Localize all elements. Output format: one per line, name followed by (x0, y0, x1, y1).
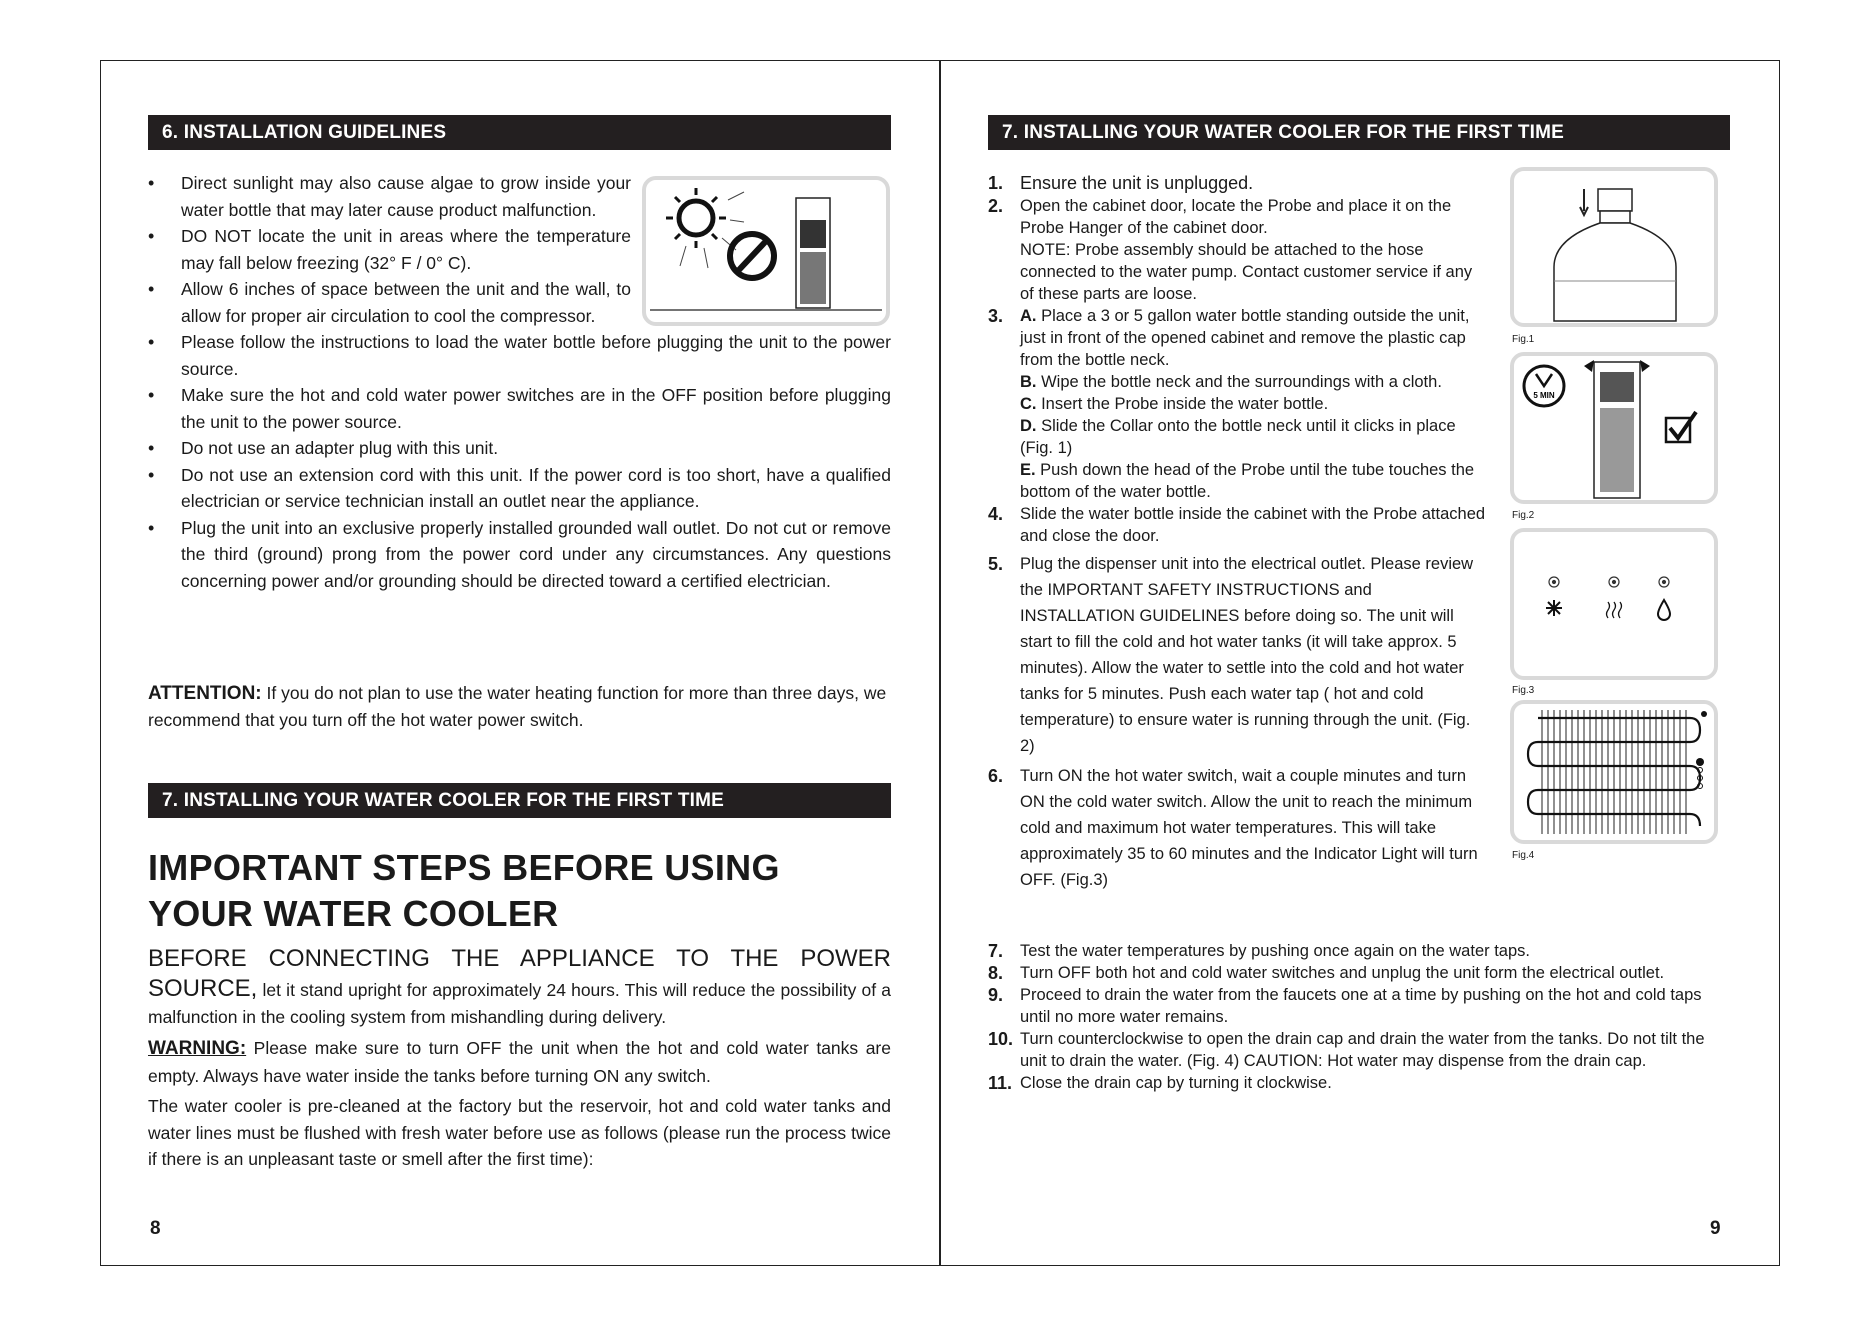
attention-text: If you do not plan to use the water heating function for more than three days, we recommend that you turn off the hot water power switch. (148, 683, 887, 730)
fig-3-label: Fig.3 (1512, 685, 1535, 696)
list-item: 3. A. Place a 3 or 5 gallon water bottle standing outside the unit, just in front of the opened cabinet and remove the plastic cap from the bottle neck. B. Wipe the bottle neck and the surroundings with a cloth. C. Insert the Probe inside the water bottle. D. Slide the Collar onto the bottle neck until it clicks in place (Fig. 1) E. Push down the head of the Probe until the tube touches the bottom of the water bottle. (988, 306, 1475, 501)
figure-1-bottle-probe (1510, 167, 1718, 327)
figure-4-coil (1510, 700, 1718, 844)
section-header-first-time: 7. INSTALLING YOUR WATER COOLER FOR THE FIRST TIME (148, 783, 891, 818)
list-item: • Please follow the instructions to load the water bottle before plugging the unit to the power source. (148, 329, 891, 382)
heat-icon (1607, 602, 1622, 618)
figure-2-dispenser (1510, 352, 1718, 504)
important-steps-title: IMPORTANT STEPS BEFORE USING YOUR WATER COOLER (148, 847, 780, 934)
installation-guidelines-list (148, 170, 891, 594)
installation-steps-list-continued (988, 940, 1730, 1094)
right-page (988, 60, 1730, 1266)
water-drop-icon (1658, 600, 1670, 620)
fig-2-label: Fig.2 (1512, 510, 1535, 521)
list-item: • Do not use an extension cord with this unit. If the power cord is too short, have a qualified electrician or service technician install an outlet near the appliance. (148, 462, 891, 515)
precleaned-paragraph: The water cooler is pre-cleaned at the factory but the reservoir, hot and cold water tanks and water lines must be flushed with fresh water before use as follows (please run the process twice if there is an unpleasant taste or smell after the first time): (148, 1096, 891, 1169)
list-item: • Plug the unit into an exclusive properly installed grounded wall outlet. Do not cut or remove the third (ground) prong from the power cord under any circumstances. Any questions concerning power and/or grounding should be directed toward a certified electrician. (148, 515, 891, 595)
list-item: • Allow 6 inches of space between the unit and the wall, to allow for proper air circulation to cool the compressor. (148, 276, 631, 329)
before-connecting-paragraph (148, 944, 891, 1031)
section-header-first-time-right: 7. INSTALLING YOUR WATER COOLER FOR THE FIRST TIME (988, 115, 1730, 150)
before-connecting-text: let it stand upright for approximately 24 hours. This will reduce the possibility of a malfunction in the cooling system from mishandling during delivery. (148, 980, 891, 1027)
attention-note (148, 680, 891, 734)
warning-label: WARNING: (148, 1038, 247, 1059)
fig-4-label: Fig.4 (1512, 850, 1535, 861)
dispenser-tap-icon (1514, 356, 1714, 500)
left-page (148, 60, 891, 1266)
section-header-installation-guidelines: 6. INSTALLATION GUIDELINES (148, 115, 891, 150)
installation-steps-list (988, 172, 1488, 893)
condenser-coil-icon (1514, 704, 1714, 840)
list-item: 9. Proceed to drain the water from the faucets one at a time by pushing on the hot and cold taps until no more water remains. (988, 985, 1702, 1026)
control-panel-icons (1514, 532, 1714, 676)
figure-3-indicator-panel (1510, 528, 1718, 680)
five-min-label: 5 MIN (1533, 391, 1555, 400)
list-item: 1. Ensure the unit is unplugged. (988, 173, 1254, 193)
warning-text: Please make sure to turn OFF the unit when the hot and cold water tanks are empty. Always have water inside the tanks before turning ON any switch. (148, 1038, 891, 1086)
list-item: 6. Turn ON the hot water switch, wait a couple minutes and turn ON the cold water switch. Allow the unit to reach the minimum cold and maximum hot water temperatures. This will take approximately 35 to 60 minutes and the Indicator Light will turn OFF. (Fig.3) (988, 766, 1478, 889)
warning-paragraph (148, 1035, 891, 1089)
page-divider (939, 60, 941, 1266)
list-item: 2. Open the cabinet door, locate the Probe and place it on the Probe Hanger of the cabinet door. NOTE: Probe assembly should be attached to the hose connected to the water pump. Contact customer service if any of these parts are loose. (988, 196, 1473, 303)
snowflake-icon (1546, 600, 1562, 616)
list-item: 5. Plug the dispenser unit into the electrical outlet. Please review the IMPORTANT SAFETY INSTRUCTIONS and INSTALLATION GUIDELINES before doing so. The unit will start to fill the cold and hot water tanks (it will take approx. 5 minutes). Allow the water to settle into the cold and hot water tanks for 5 minutes. Push each water tap ( hot and cold temperature) to ensure water is running through the unit. (Fig. 2) (988, 554, 1474, 755)
list-item: 4. Slide the water bottle inside the cabinet with the Probe attached and close the door. (988, 504, 1486, 545)
list-item: 7. Test the water temperatures by pushing once again on the water taps. (988, 941, 1530, 961)
water-bottle-icon (1514, 171, 1714, 323)
fig-1-label: Fig.1 (1512, 334, 1535, 345)
list-item: 10. Turn counterclockwise to open the drain cap and drain the water from the tanks. Do not tilt the unit to drain the water. (Fig. 4) CAUTION: Hot water may dispense from the drain cap. (988, 1029, 1705, 1070)
list-item: 11. Close the drain cap by turning it clockwise. (988, 1073, 1332, 1093)
list-item: • Do not use an adapter plug with this unit. (148, 435, 891, 462)
list-item: • Make sure the hot and cold water power switches are in the OFF position before plugging the unit to the power source. (148, 382, 891, 435)
list-item: • DO NOT locate the unit in areas where the temperature may fall below freezing (32° F / 0° C). (148, 223, 631, 276)
page-number-right: 9 (1710, 1218, 1721, 1239)
page-number-left: 8 (150, 1218, 161, 1239)
list-item: • Direct sunlight may also cause algae to grow inside your water bottle that may later cause product malfunction. (148, 170, 631, 223)
attention-label: ATTENTION: (148, 683, 262, 704)
before-connecting-caps: BEFORE CONNECTING THE APPLIANCE TO THE POWER SOURCE, (148, 945, 891, 1002)
list-item: 8. Turn OFF both hot and cold water switches and unplug the unit form the electrical outlet. (988, 963, 1665, 983)
